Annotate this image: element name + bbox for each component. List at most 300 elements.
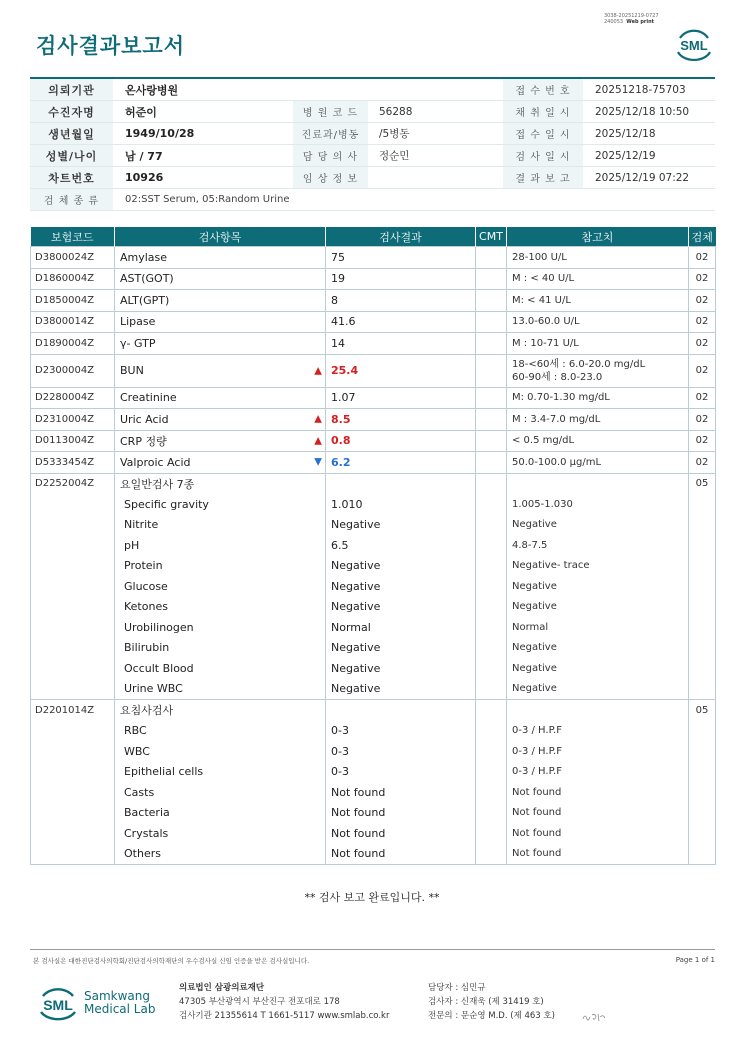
info-label: 임 상 정 보 (293, 167, 368, 189)
comment (476, 473, 507, 494)
result-value: 75 (331, 250, 345, 264)
reference-range: Negative (507, 638, 689, 659)
test-item: CRP 정량 ▲ (115, 430, 326, 452)
sub-test-item (115, 658, 326, 679)
sub-test-row (31, 741, 716, 762)
specimen-code (689, 556, 716, 577)
info-label: 담 당 의 사 (293, 145, 368, 167)
insurance-code (31, 782, 115, 803)
result-value: 8.5 (331, 412, 351, 426)
specimen-code (689, 679, 716, 700)
table-row (31, 333, 716, 355)
reference-range (507, 473, 689, 494)
reference-range: 0-3 / H.P.F (507, 721, 689, 742)
sub-test-item (115, 844, 326, 865)
test-item: γ- GTP (115, 333, 326, 355)
info-value: 남 / 77 (113, 145, 293, 167)
insurance-code: D3800024Z (31, 247, 115, 269)
info-value: /5병동 (368, 123, 503, 145)
comment (476, 576, 507, 597)
reference-range: 0-3 / H.P.F (507, 741, 689, 762)
info-label: 검 체 종 류 (30, 189, 113, 211)
reference-range (507, 247, 689, 269)
group-row (31, 700, 716, 721)
specimen-code (689, 721, 716, 742)
sub-test-item (115, 494, 326, 515)
sub-test-label: Casts (124, 785, 155, 799)
comment (476, 700, 507, 721)
specimen-code: 05 (689, 473, 716, 494)
completion-note: ** 검사 보고 완료입니다. ** (304, 891, 440, 904)
specimen-code: 02 (689, 268, 716, 290)
result-value: 19 (331, 272, 345, 286)
comment (476, 679, 507, 700)
comment (476, 354, 507, 387)
info-value: 56288 (368, 101, 503, 123)
specimen-code: 02 (689, 247, 716, 269)
insurance-code: D2300004Z (31, 354, 115, 387)
sub-test-row (31, 556, 716, 577)
info-row (30, 78, 715, 101)
insurance-code: D2252004Z (31, 473, 115, 494)
reference-line: < 0.5 mg/dL (512, 435, 575, 447)
info-row (30, 145, 715, 167)
test-result (326, 700, 476, 721)
comment (476, 333, 507, 355)
table-row (31, 311, 716, 333)
info-label: 병 원 코 드 (293, 101, 368, 123)
sub-test-item (115, 556, 326, 577)
test-result: Negative (326, 597, 476, 618)
sub-test-item (115, 741, 326, 762)
reference-range (507, 290, 689, 312)
info-value: 10926 (113, 167, 293, 189)
insurance-code: D1860004Z (31, 268, 115, 290)
info-label: 결 과 보 고 (503, 167, 583, 189)
sub-test-label: Specific gravity (124, 497, 209, 511)
test-result: 6.5 (326, 535, 476, 556)
sub-test-item (115, 617, 326, 638)
reference-line: M: 0.70-1.30 mg/dL (512, 392, 610, 404)
insurance-code (31, 535, 115, 556)
table-row (31, 452, 716, 474)
test-item: Valproic Acid ▼ (115, 452, 326, 474)
sub-test-row (31, 803, 716, 824)
test-result: Negative (326, 515, 476, 536)
reference-line: M : 3.4-7.0 mg/dL (512, 413, 601, 425)
info-label: 차트번호 (30, 167, 113, 189)
table-row (31, 268, 716, 290)
test-result: Negative (326, 638, 476, 659)
insurance-code: D2310004Z (31, 409, 115, 431)
reference-range: Negative (507, 658, 689, 679)
reference-range: 1.005-1.030 (507, 494, 689, 515)
insurance-code (31, 617, 115, 638)
svg-text:SML: SML (680, 38, 708, 53)
sub-test-label: Bilirubin (124, 641, 170, 655)
reference-range (507, 430, 689, 452)
reference-range (507, 268, 689, 290)
reference-range (507, 700, 689, 721)
comment (476, 617, 507, 638)
test-result: Negative (326, 556, 476, 577)
insurance-code (31, 515, 115, 536)
insurance-code (31, 556, 115, 577)
sub-test-item (115, 782, 326, 803)
info-label: 수진자명 (30, 101, 113, 123)
test-result: Negative (326, 576, 476, 597)
table-row (31, 247, 716, 269)
sml-logo (674, 26, 714, 62)
sub-test-item (115, 535, 326, 556)
sub-test-item (115, 597, 326, 618)
reference-range: Negative (507, 576, 689, 597)
low-flag-icon: ▼ (314, 456, 322, 468)
test-result: Negative (326, 679, 476, 700)
comment (476, 290, 507, 312)
test-result: Not found (326, 803, 476, 824)
insurance-code (31, 762, 115, 783)
info-value (368, 167, 503, 189)
reference-range (507, 387, 689, 409)
org-info (179, 981, 389, 1023)
sub-test-label: pH (124, 538, 140, 552)
result-value: 0.8 (331, 434, 351, 448)
staff-info (428, 981, 555, 1023)
result-value: 6.2 (331, 455, 351, 469)
table-row (31, 409, 716, 431)
comment (476, 803, 507, 824)
sub-test-row (31, 576, 716, 597)
specimen-code (689, 535, 716, 556)
sub-test-label: WBC (124, 744, 150, 758)
comment (476, 515, 507, 536)
result-value: 41.6 (331, 315, 356, 329)
reference-line: 13.0-60.0 U/L (512, 316, 580, 328)
specimen-code (689, 658, 716, 679)
comment (476, 597, 507, 618)
test-result: Normal (326, 617, 476, 638)
sub-test-label: Crystals (124, 826, 169, 840)
test-result (326, 430, 476, 452)
col-item: 검사항목 (115, 227, 326, 247)
org-contact: 검사기관 21355614 T 1661-5117 www.smlab.co.kr (179, 1011, 390, 1021)
sub-test-label: Protein (124, 559, 163, 573)
reference-line: M: < 41 U/L (512, 294, 571, 306)
specimen-code: 02 (689, 387, 716, 409)
specimen-code (689, 803, 716, 824)
info-value: 허준이 (113, 101, 293, 123)
test-result: 1.010 (326, 494, 476, 515)
test-result (326, 409, 476, 431)
sub-test-label: Urobilinogen (124, 620, 194, 634)
comment (476, 430, 507, 452)
svg-text:SML: SML (43, 997, 73, 1013)
reference-line: 18-<60세 : 6.0-20.0 mg/dL (512, 358, 646, 370)
info-label: 접 수 일 시 (503, 123, 583, 145)
specimen-code: 02 (689, 290, 716, 312)
specimen-code (689, 576, 716, 597)
specimen-code (689, 823, 716, 844)
sub-test-item (115, 823, 326, 844)
test-result: Not found (326, 782, 476, 803)
comment (476, 268, 507, 290)
sub-test-item (115, 721, 326, 742)
test-result: 0-3 (326, 741, 476, 762)
comment (476, 823, 507, 844)
info-value: 2025/12/19 07:22 (583, 167, 715, 189)
reference-range (507, 311, 689, 333)
sub-test-label: Others (124, 847, 161, 861)
test-result (326, 290, 476, 312)
insurance-code (31, 679, 115, 700)
specimen-code: 02 (689, 430, 716, 452)
sub-test-label: Occult Blood (124, 661, 194, 675)
test-item: ALT(GPT) (115, 290, 326, 312)
group-row (31, 473, 716, 494)
sub-test-row (31, 535, 716, 556)
specimen-code (689, 741, 716, 762)
test-result: Not found (326, 823, 476, 844)
test-result (326, 247, 476, 269)
info-value: 1949/10/28 (113, 123, 293, 145)
comment (476, 782, 507, 803)
insurance-code: D1850004Z (31, 290, 115, 312)
footer-sml-logo (36, 982, 80, 1024)
test-item: Creatinine (115, 387, 326, 409)
info-row (30, 101, 715, 123)
col-spec: 검체 (689, 227, 716, 247)
result-value: 1.07 (331, 391, 356, 405)
comment (476, 409, 507, 431)
col-ref: 참고치 (507, 227, 689, 247)
sub-test-row (31, 515, 716, 536)
test-result (326, 268, 476, 290)
specimen-code (689, 844, 716, 865)
info-label: 진료과/병동 (293, 123, 368, 145)
results-table (30, 227, 716, 865)
reference-range: Not found (507, 823, 689, 844)
comment (476, 556, 507, 577)
table-row (31, 354, 716, 387)
staff-tester: 검사자 : 신재욱 (제 31419 호) (428, 997, 544, 1007)
sub-test-row (31, 617, 716, 638)
footer-brand: Samkwang Medical Lab (84, 989, 156, 1016)
comment (476, 638, 507, 659)
reference-line: 28-100 U/L (512, 251, 567, 263)
col-cmt: CMT (476, 227, 507, 247)
table-row (31, 290, 716, 312)
print-meta-web: 240053 Web print (604, 19, 655, 25)
info-label: 접 수 번 호 (503, 78, 583, 101)
insurance-code (31, 638, 115, 659)
info-row (30, 189, 715, 211)
reference-range: Negative- trace (507, 556, 689, 577)
test-item: BUN ▲ (115, 354, 326, 387)
page-title: 검사결과보고서 (36, 34, 186, 58)
info-label: 채 취 일 시 (503, 101, 583, 123)
sub-test-row (31, 762, 716, 783)
sub-test-label: Bacteria (124, 806, 170, 820)
specimen-code: 05 (689, 700, 716, 721)
print-meta (604, 13, 659, 25)
result-value: 25.4 (331, 364, 359, 377)
comment (476, 535, 507, 556)
sub-test-row (31, 782, 716, 803)
high-flag-icon: ▲ (314, 435, 322, 447)
reference-range (507, 333, 689, 355)
info-value: 온사랑병원 (113, 78, 503, 101)
table-row (31, 387, 716, 409)
specimen-code: 02 (689, 333, 716, 355)
info-label: 의뢰기관 (30, 78, 113, 101)
info-row (30, 123, 715, 145)
sub-test-row (31, 721, 716, 742)
sub-test-row (31, 638, 716, 659)
sub-test-row (31, 844, 716, 865)
col-code: 보험코드 (31, 227, 115, 247)
comment (476, 311, 507, 333)
info-label: 성별/나이 (30, 145, 113, 167)
comment (476, 387, 507, 409)
comment (476, 658, 507, 679)
info-label: 검 사 일 시 (503, 145, 583, 167)
comment (476, 247, 507, 269)
test-group-name: 요침사검사 (115, 700, 326, 721)
staff-manager: 담당자 : 심민규 (428, 983, 486, 993)
insurance-code (31, 823, 115, 844)
insurance-code (31, 803, 115, 824)
info-value: 2025/12/19 (583, 145, 715, 167)
reference-range: Not found (507, 782, 689, 803)
col-result: 검사결과 (326, 227, 476, 247)
test-result (326, 354, 476, 387)
test-result: Not found (326, 844, 476, 865)
result-value: 8 (331, 293, 338, 307)
comment (476, 741, 507, 762)
specimen-code: 02 (689, 409, 716, 431)
sub-test-label: Epithelial cells (124, 765, 204, 779)
reference-range: Negative (507, 515, 689, 536)
insurance-code: D5333454Z (31, 452, 115, 474)
sub-test-item (115, 576, 326, 597)
insurance-code (31, 721, 115, 742)
test-result: 0-3 (326, 721, 476, 742)
sub-test-item (115, 679, 326, 700)
certification-note: 본 검사실은 대한진단검사의학회/진단검사의학재단의 우수검사실 신임 인증을 받은 검사실입니다. (33, 957, 310, 965)
specimen-code (689, 597, 716, 618)
reference-range (507, 409, 689, 431)
staff-specialist: 전문의 : 문순영 M.D. (제 463 호) (428, 1011, 555, 1021)
test-result (326, 473, 476, 494)
results-header (31, 227, 716, 247)
insurance-code: D1890004Z (31, 333, 115, 355)
info-value: 20251218-75703 (583, 78, 715, 101)
sub-test-row (31, 679, 716, 700)
insurance-code: D3800014Z (31, 311, 115, 333)
insurance-code: D2201014Z (31, 700, 115, 721)
page-number: Page 1 of 1 (675, 956, 715, 964)
reference-range (507, 452, 689, 474)
test-item: Lipase (115, 311, 326, 333)
sub-test-label: Ketones (124, 600, 168, 614)
test-item: AST(GOT) (115, 268, 326, 290)
sub-test-row (31, 823, 716, 844)
sub-test-item (115, 638, 326, 659)
insurance-code (31, 597, 115, 618)
test-result: Negative (326, 658, 476, 679)
insurance-code: D2280004Z (31, 387, 115, 409)
reference-range (507, 354, 689, 387)
reference-range: Negative (507, 679, 689, 700)
comment (476, 721, 507, 742)
test-item: Amylase (115, 247, 326, 269)
specimen-code: 02 (689, 354, 716, 387)
insurance-code (31, 576, 115, 597)
reference-range: Not found (507, 844, 689, 865)
high-flag-icon: ▲ (314, 413, 322, 425)
test-result (326, 387, 476, 409)
sub-test-label: Nitrite (124, 518, 159, 532)
reference-range: 4.8-7.5 (507, 535, 689, 556)
reference-range: Negative (507, 597, 689, 618)
sub-test-label: Glucose (124, 579, 168, 593)
reference-line: M : 10-71 U/L (512, 337, 579, 349)
info-value: 2025/12/18 (583, 123, 715, 145)
print-meta-id: 3038-20251219-0727 (604, 13, 659, 19)
specimen-types: 02:SST Serum, 05:Random Urine (113, 189, 715, 211)
org-name: 의료법인 삼광의료재단 (179, 983, 265, 993)
signature (581, 1011, 607, 1023)
comment (476, 494, 507, 515)
insurance-code (31, 844, 115, 865)
reference-range: 0-3 / H.P.F (507, 762, 689, 783)
table-row (31, 430, 716, 452)
sub-test-label: Urine WBC (124, 682, 183, 696)
test-item: Uric Acid ▲ (115, 409, 326, 431)
specimen-code: 02 (689, 311, 716, 333)
comment (476, 844, 507, 865)
sub-test-row (31, 597, 716, 618)
patient-info-table (30, 77, 715, 211)
specimen-code (689, 782, 716, 803)
insurance-code (31, 741, 115, 762)
sub-test-row (31, 658, 716, 679)
result-value: 14 (331, 336, 345, 350)
insurance-code (31, 494, 115, 515)
test-group-name: 요일반검사 7종 (115, 473, 326, 494)
sub-test-item (115, 762, 326, 783)
org-address: 47305 부산광역시 부산진구 전포대로 178 (179, 997, 340, 1007)
test-result: 0-3 (326, 762, 476, 783)
specimen-code (689, 515, 716, 536)
reference-line: M : < 40 U/L (512, 273, 575, 285)
sub-test-row (31, 494, 716, 515)
info-value: 2025/12/18 10:50 (583, 101, 715, 123)
insurance-code: D0113004Z (31, 430, 115, 452)
sub-test-item (115, 803, 326, 824)
comment (476, 762, 507, 783)
reference-line: 50.0-100.0 μg/mL (512, 456, 602, 468)
specimen-code (689, 638, 716, 659)
high-flag-icon: ▲ (314, 365, 322, 376)
test-result (326, 333, 476, 355)
info-value: 정순민 (368, 145, 503, 167)
reference-range: Normal (507, 617, 689, 638)
footer-divider (30, 949, 715, 950)
info-label: 생년월일 (30, 123, 113, 145)
specimen-code: 02 (689, 452, 716, 474)
